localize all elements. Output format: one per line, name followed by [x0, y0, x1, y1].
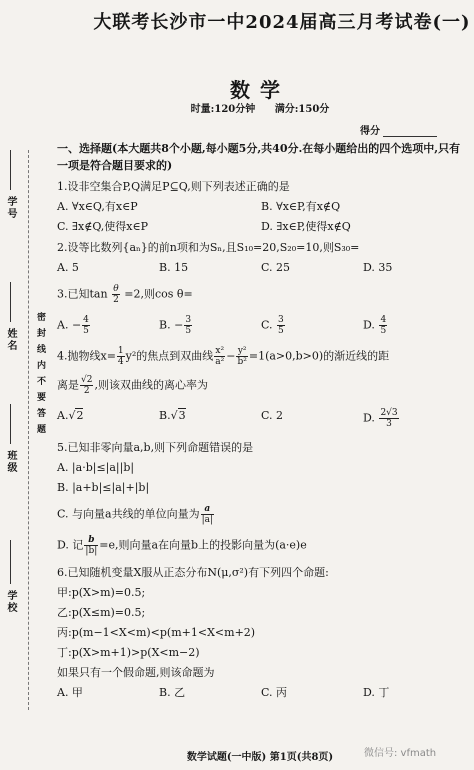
numerator: 4 — [380, 315, 387, 325]
numerator: 1 — [117, 346, 124, 356]
numerator: y² — [237, 346, 247, 356]
exam-title: 大联考长沙市一中2024届高三月考试卷(一) — [93, 12, 471, 33]
option-d: D. 丁 — [363, 686, 390, 699]
option-label: C. — [261, 318, 273, 332]
sign: − — [174, 318, 184, 332]
option-text: D. 记 — [57, 538, 84, 552]
class-label: 班级 — [5, 450, 16, 474]
option-d — [363, 408, 465, 429]
option-b: B. 15 — [159, 261, 189, 274]
options — [57, 460, 465, 556]
fraction — [236, 346, 247, 367]
option-c: C. 2 — [261, 409, 284, 422]
fraction — [112, 284, 120, 305]
numerator: 3 — [278, 315, 284, 325]
denominator: |a| — [201, 515, 214, 525]
fraction — [201, 504, 214, 525]
time-limit: 时量:120分钟 — [190, 104, 256, 115]
stem-text: =2,则cos θ= — [124, 287, 193, 301]
option-b: B. 乙 — [159, 686, 186, 699]
stem-text: =1(a>0,b>0)的渐近线的距 — [248, 349, 390, 363]
option-label: D. — [363, 318, 375, 332]
school-label: 学校 — [5, 590, 16, 614]
option-a: A. ∀x∈Q,有x∈P — [57, 200, 138, 213]
question-ask: 如果只有一个假命题,则该命题为 — [57, 666, 215, 679]
option-c — [57, 504, 465, 525]
options — [57, 685, 465, 701]
option-a: A. 甲 — [57, 686, 83, 699]
option-d — [363, 315, 465, 336]
page-footer: 数学试题(一中版) 第1页(共8页) — [186, 752, 334, 763]
proposition-1: 甲:p(X>m)=0.5; — [57, 586, 146, 599]
numerator: 4 — [83, 315, 89, 325]
option-d: D. 35 — [363, 261, 393, 274]
option-a: A. 5 — [57, 261, 79, 274]
question-area — [57, 140, 465, 701]
watermark: 微信号: vfmath — [364, 748, 437, 759]
option-label: A. — [57, 409, 69, 422]
full-score: 满分:150分 — [274, 104, 330, 115]
option-d: D. ∃x∈P,使得x∉Q — [261, 220, 351, 233]
school-line — [10, 540, 11, 584]
stem-text: 4.抛物线x= — [57, 349, 116, 363]
numerator: a — [201, 504, 214, 515]
stem-text: 离是 — [57, 378, 79, 392]
score-box — [360, 122, 437, 137]
denominator: |b| — [85, 546, 98, 556]
denominator: 2 — [83, 386, 90, 396]
numerator: b — [84, 535, 98, 546]
option-b — [159, 315, 261, 336]
question-6 — [57, 564, 465, 701]
option-label: B. — [159, 318, 171, 332]
stem-text: − — [226, 349, 236, 363]
numerator: 3 — [185, 315, 192, 325]
fraction — [117, 346, 125, 367]
proposition-3: 丙:p(m−1<X<m)<p(m+1<X<m+2) — [57, 626, 256, 639]
fraction — [184, 315, 192, 336]
option-label: D. — [363, 411, 375, 425]
question-2 — [57, 239, 465, 276]
option-c: C. ∃x∉Q,使得x∈P — [57, 220, 149, 233]
denominator: 5 — [380, 326, 387, 336]
options — [57, 408, 465, 429]
numerator: x² — [215, 346, 225, 356]
question-5 — [57, 439, 465, 556]
subject-title: 数学 — [230, 78, 290, 102]
denominator: 5 — [83, 326, 89, 336]
fraction — [379, 315, 387, 336]
proposition-2: 乙:p(X≤m)=0.5; — [57, 606, 146, 619]
option-c — [261, 315, 363, 336]
student-id-label: 学号 — [5, 196, 16, 220]
question-stem: 1.设非空集合P,Q满足P⊆Q,则下列表述正确的是 — [57, 180, 290, 193]
score-label: 得分 — [360, 126, 380, 137]
seal-dashed-line — [28, 150, 29, 710]
score-blank — [383, 136, 437, 137]
fraction — [214, 346, 225, 367]
seal-line-notice: 密封线内不要答题 — [35, 312, 45, 440]
options — [57, 199, 465, 235]
question-stem-cont — [57, 375, 465, 396]
proposition-4: 丁:p(X>m+1)>p(X<m−2) — [57, 646, 200, 659]
numerator: √2 — [81, 375, 93, 385]
denominator: 4 — [117, 357, 124, 367]
radicand: 3 — [178, 409, 186, 422]
fraction — [82, 315, 90, 336]
question-stem: 5.已知非零向量a,b,则下列命题错误的是 — [57, 441, 254, 454]
denominator: 2 — [113, 295, 119, 305]
sign: − — [71, 318, 82, 332]
student-id-line — [10, 150, 11, 190]
denominator: b² — [237, 357, 247, 367]
option-label: A. — [57, 318, 69, 332]
question-1 — [57, 178, 465, 235]
denominator: 5 — [185, 326, 192, 336]
question-4 — [57, 346, 465, 429]
binding-margin — [0, 0, 54, 770]
fraction — [84, 535, 98, 556]
class-line — [10, 404, 11, 444]
option-text: =e,则向量a在向量b上的投影向量为(a·e)e — [99, 538, 307, 552]
fraction — [277, 315, 285, 336]
options — [57, 260, 465, 276]
denominator: a² — [215, 357, 225, 367]
option-b: B.√3 — [159, 409, 186, 422]
option-b: B. |a+b|≤|a|+|b| — [57, 481, 150, 494]
option-c: C. 25 — [261, 261, 291, 274]
stem-text: 3.已知tan — [57, 287, 108, 301]
option-a: A. |a·b|≤|a||b| — [57, 461, 135, 474]
name-label: 姓名 — [5, 328, 16, 352]
denominator: 5 — [278, 326, 284, 336]
option-b: B. ∀x∈P,有x∉Q — [261, 200, 341, 213]
option-a — [57, 315, 159, 336]
options — [57, 315, 465, 336]
numerator: 2√3 — [380, 408, 398, 418]
question-stem — [57, 346, 465, 367]
name-line — [10, 282, 11, 322]
option-c: C. 丙 — [261, 686, 288, 699]
numerator: θ — [113, 284, 119, 294]
stem-text: y²的焦点到双曲线 — [125, 349, 214, 363]
option-label: B. — [159, 409, 171, 422]
option-text: C. 与向量a共线的单位向量为 — [57, 507, 200, 521]
fraction — [379, 408, 398, 429]
exam-meta — [70, 100, 450, 115]
question-stem: 6.已知随机变量X服从正态分布N(μ,σ²)有下列四个命题: — [57, 566, 329, 579]
fraction — [80, 375, 93, 396]
option-d — [57, 535, 465, 556]
option-a: A.√2 — [57, 409, 84, 422]
question-3 — [57, 284, 465, 336]
section-heading: 一、选择题(本大题共8个小题,每小题5分,共40分.在每小题给出的四个选项中,只有一项是符合题目要求的) — [57, 142, 461, 172]
question-stem — [57, 284, 465, 305]
radicand: 2 — [76, 409, 84, 422]
denominator: 3 — [386, 419, 392, 429]
question-stem: 2.设等比数列{aₙ}的前n项和为Sₙ,且S₁₀=20,S₂₀=10,则S₃₀= — [57, 241, 360, 254]
stem-text: ,则该双曲线的离心率为 — [94, 378, 208, 392]
